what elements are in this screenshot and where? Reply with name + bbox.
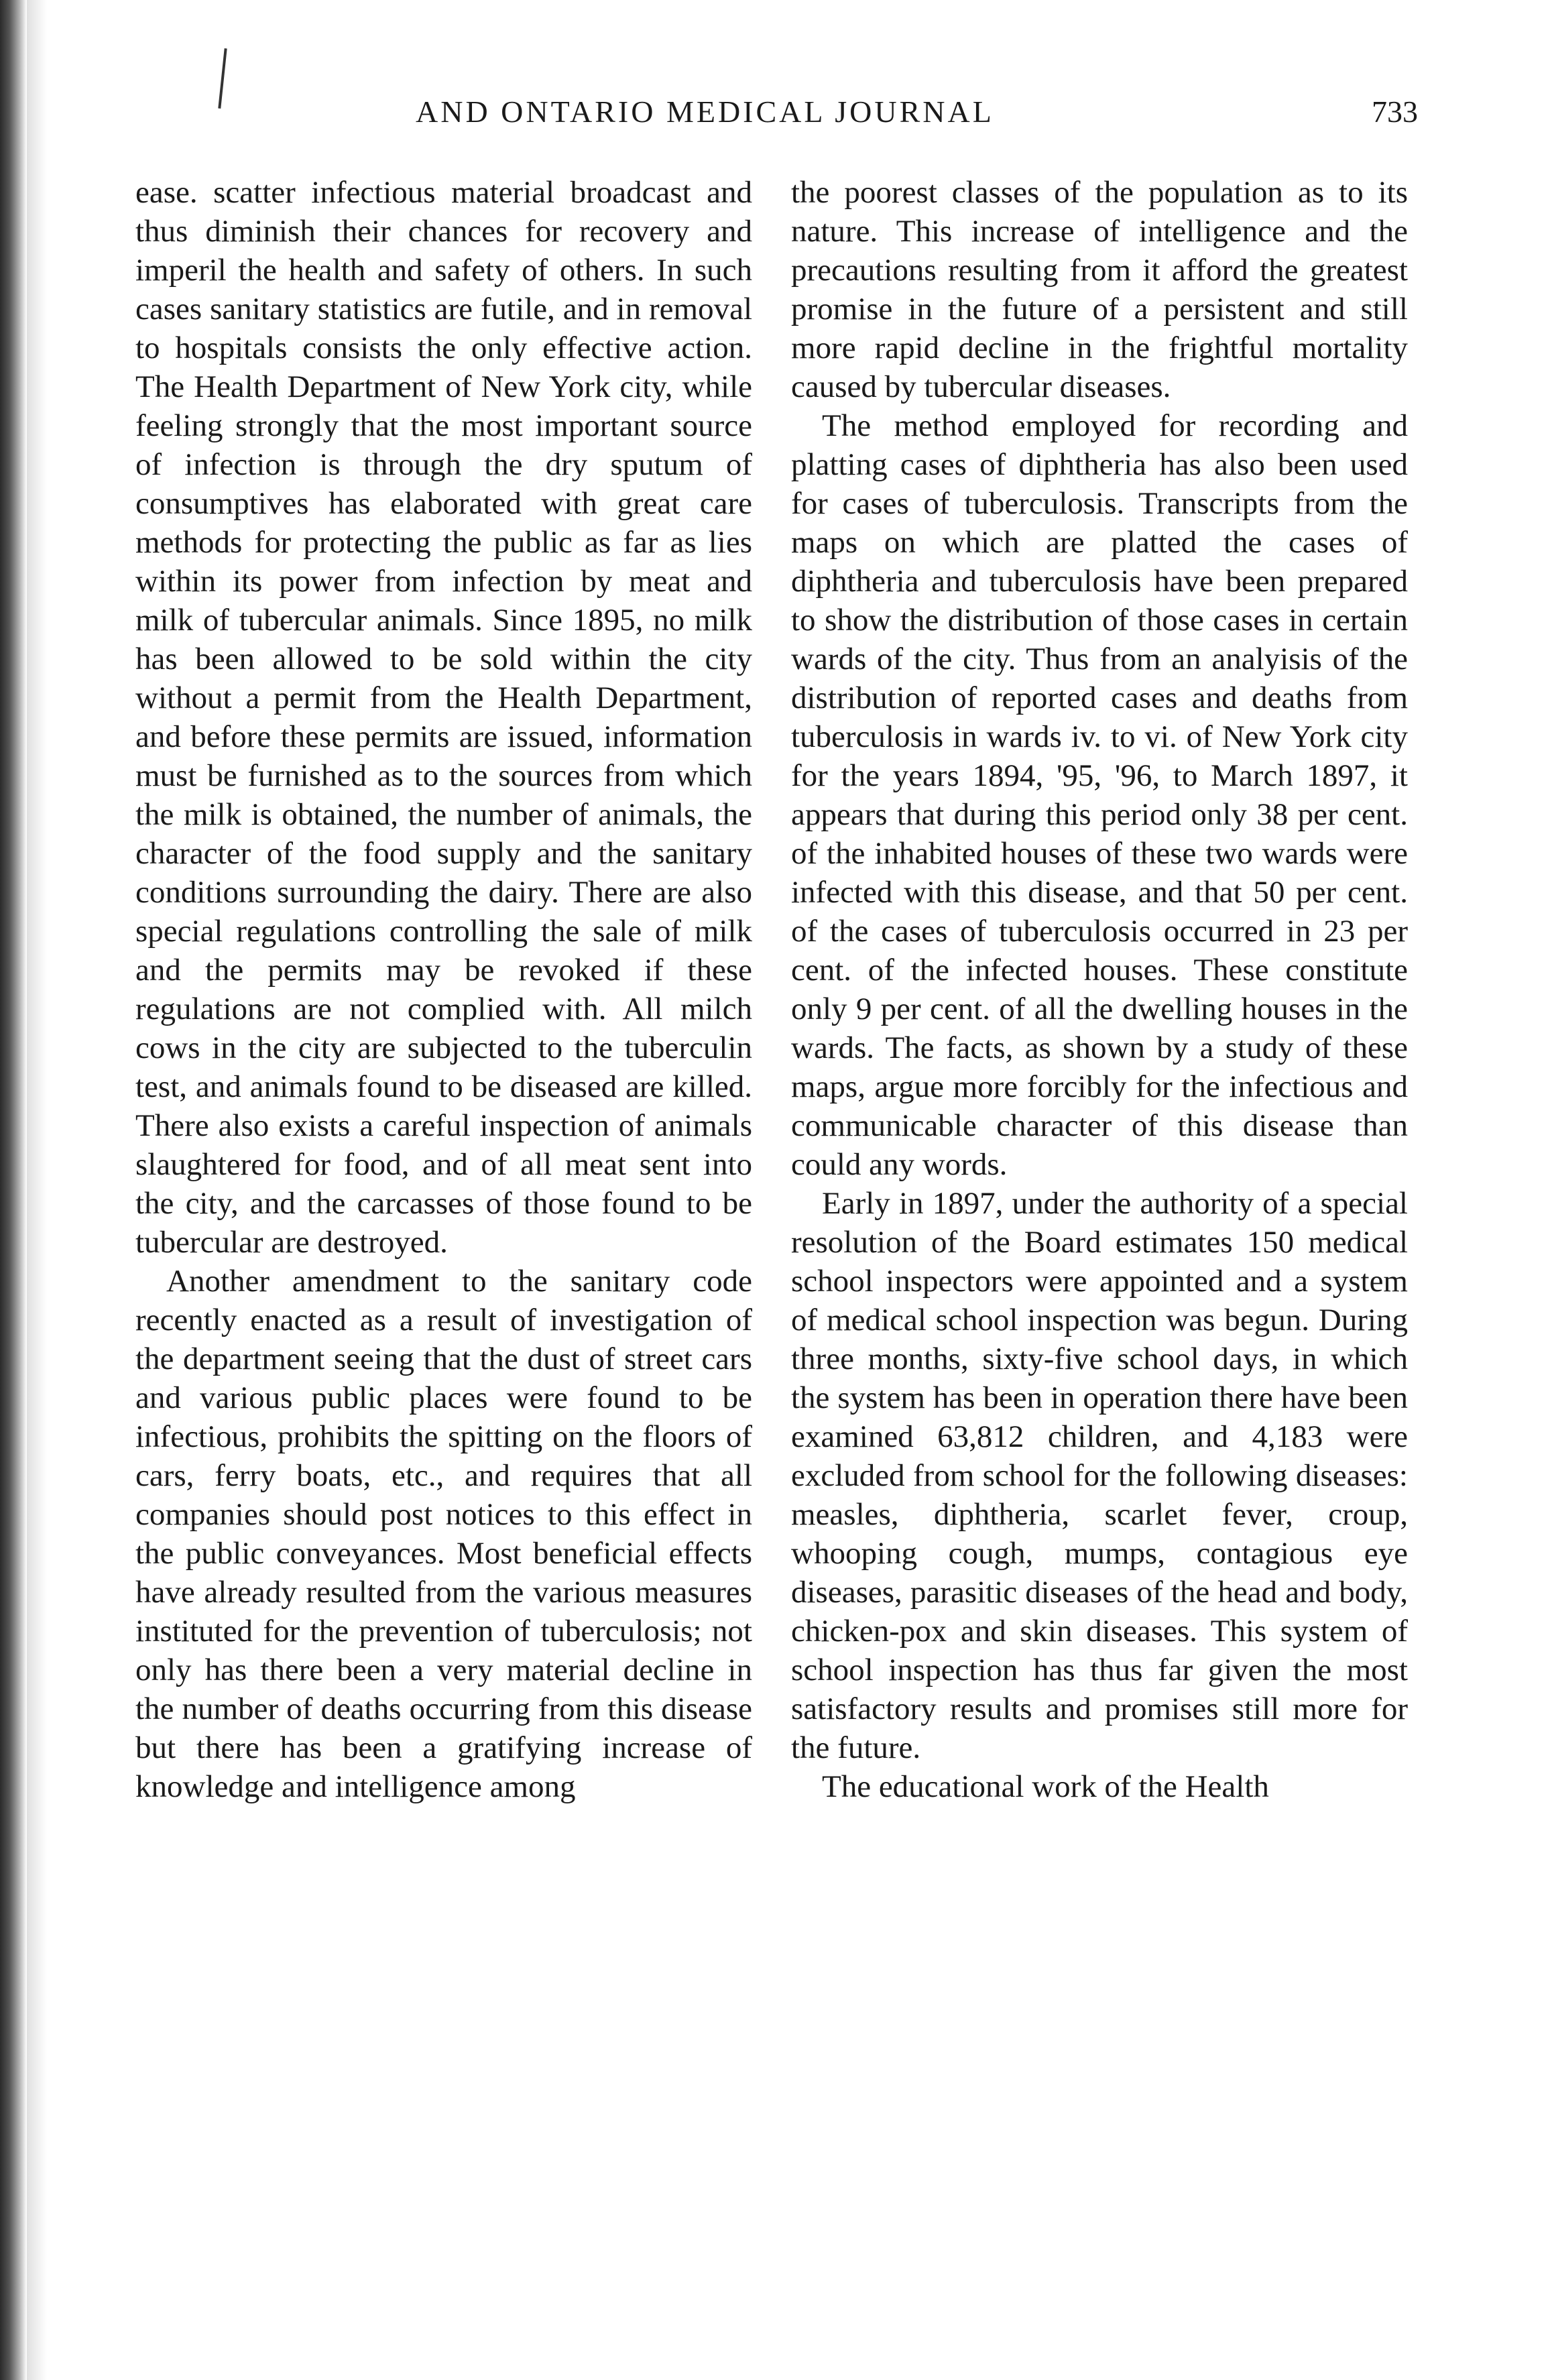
stray-ink-mark bbox=[218, 48, 227, 109]
running-title: AND ONTARIO MEDICAL JOURNAL bbox=[416, 95, 994, 129]
page-binding-shadow bbox=[27, 0, 47, 2380]
page-number: 733 bbox=[1372, 95, 1418, 129]
left-paragraph-1: ease. scatter infectious material broadcast and thus diminish their chances for recovery and imperil the health and safety of others. In such cases sanitary statistics are futile, and in removal to hospitals consists the only effective action. The Health Department of New York city, while feeling strongly that the most important source of infection is through the dry sputum of consumptives has elaborated with great care methods for protecting the public as far as lies within its power from infection by meat and milk of tubercular animals. Since 1895, no milk has been allowed to be sold within the city without a permit from the Health Department, and before these permits are issued, information must be furnished as to the sources from which the milk is obtained, the number of animals, the character of the food supply and the sanitary conditions surrounding the dairy. There are also special regulations controlling the sale of milk and the permits may be revoked if these regulations are not complied with. All milch cows in the city are subjected to the tuberculin test, and animals found to be diseased are killed. There also exists a careful inspection of animals slaughtered for food, and of all meat sent into the city, and the carcasses of those found to be tubercular are destroyed. bbox=[135, 175, 752, 1260]
left-paragraph-2: Another amendment to the sanitary code recently enacted as a result of investigation of the department seeing that the dust of street cars and various public places were found to be infectious, prohibits the spitting on the floors of cars, ferry boats, etc., and requires that all companies should post notices to this effect in the public conveyances. Most beneficial effects have already resulted from the various measures instituted for the prevention of tuberculosis; not only has there been a very material decline in the number of deaths occurring from this disease but there has been a gratifying increase of knowledge and intelligence among bbox=[135, 1264, 752, 1804]
right-paragraph-3: Early in 1897, under the authority of a special resolution of the Board estimates 150 medical school inspectors were appointed and a system of medical school inspection was begun. During three months, sixty-five school days, in which the system has been in operation there have been examined 63,812 children, and 4,183 were excluded from school for the following diseases: measles, diphtheria, scarlet fever, croup, whooping cough, mumps, contagious eye diseases, parasitic diseases of the head and body, chicken-pox and skin diseases. This system of school inspection has thus far given the most satisfactory results and promises still more for the future. bbox=[791, 1186, 1408, 1765]
right-paragraph-2: The method employed for recording and platting cases of diphtheria has also been used for cases of tuberculosis. Transcripts from the maps on which are platted the cases of diphtheria and tuberculosis have been prepared to show the distribution of those cases in certain wards of the city. Thus from an analyisis of the distribution of reported cases and deaths from tuberculosis in wards iv. to vi. of New York city for the years 1894, '95, '96, to March 1897, it appears that during this period only 38 per cent. of the inhabited houses of these two wards were infected with this disease, and that 50 per cent. of the cases of tuberculosis occurred in 23 per cent. of the infected houses. These constitute only 9 per cent. of all the dwelling houses in the wards. The facts, as shown by a study of these maps, argue more forcibly for the infectious and communicable character of this disease than could any words. bbox=[791, 408, 1408, 1182]
page-binding-edge bbox=[0, 0, 27, 2380]
right-paragraph-4: The educational work of the Health bbox=[822, 1769, 1269, 1804]
right-column bbox=[791, 173, 1408, 1806]
right-paragraph-1: the poorest classes of the population as to its nature. This increase of intelligence and the precautions resulting from it afford the greatest promise in the future of a persistent and still more rapid decline in the frightful mortality caused by tubercular diseases. bbox=[791, 175, 1408, 404]
left-column bbox=[135, 173, 752, 1806]
